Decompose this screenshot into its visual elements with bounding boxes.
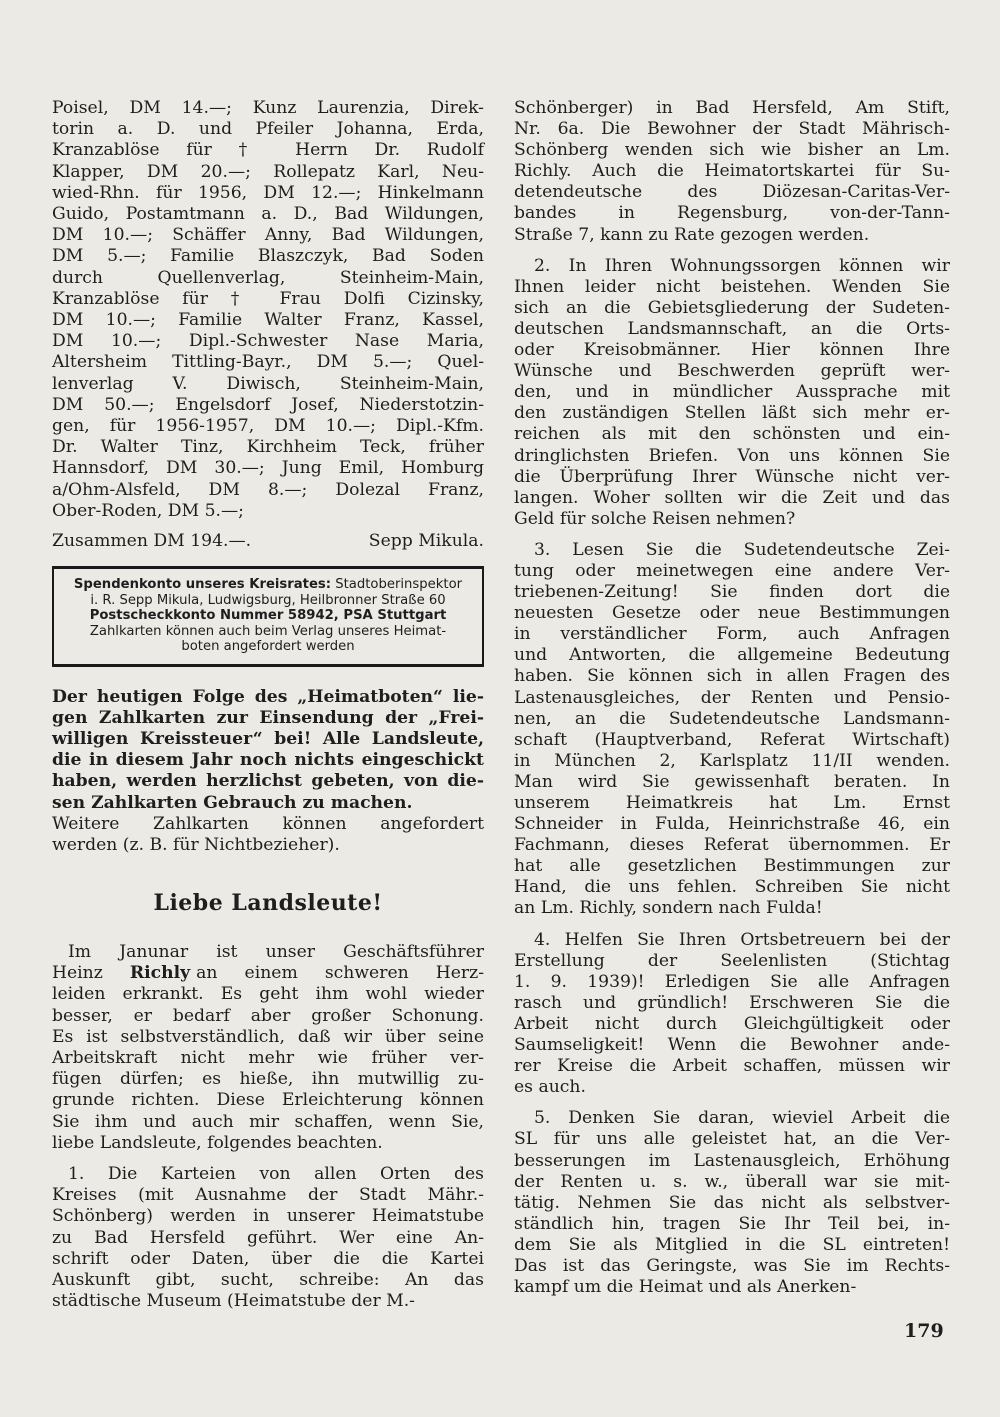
text-line: Saumseligkeit! Wenn die Bewohner ande- bbox=[514, 1035, 950, 1056]
text-line: oder Kreisobmänner. Hier können Ihre bbox=[514, 340, 950, 361]
text-line: Fachmann, dieses Referat übernommen. Er bbox=[514, 835, 950, 856]
text-line: DM 10.—; Dipl.-Schwester Nase Maria, bbox=[52, 331, 484, 352]
text-line: die in diesem Jahr noch nichts eingeschickt bbox=[52, 750, 484, 771]
text-line: schrift oder Daten, über die die Kartei bbox=[52, 1248, 484, 1269]
text-line: besserungen im Lastenausgleich, Erhöhung bbox=[514, 1150, 950, 1171]
text-line: Es ist selbstverständlich, daß wir über seine bbox=[52, 1026, 484, 1047]
text-line: Schönberg wenden sich wie bisher an Lm. bbox=[514, 140, 950, 161]
text-line: ständlich hin, tragen Sie Ihr Teil bei, in- bbox=[514, 1213, 950, 1234]
point-5 bbox=[514, 1108, 950, 1298]
text-line: hat alle gesetzlichen Bestimmungen zur bbox=[514, 856, 950, 877]
intro-paragraph bbox=[52, 942, 484, 1154]
text-line: nen, an die Sudetendeutsche Landsmann- bbox=[514, 708, 950, 729]
paragraph-gap bbox=[514, 530, 950, 540]
text-line: unserem Heimatkreis hat Lm. Ernst bbox=[514, 793, 950, 813]
text-line: Man wird Sie gewissenhaft beraten. In bbox=[514, 771, 950, 792]
text-line: es auch. bbox=[514, 1077, 586, 1098]
page-number: 179 bbox=[904, 1320, 944, 1342]
text-line: werden (z. B. für Nichtbezieher). bbox=[52, 834, 340, 855]
text-line: bandes in Regensburg, von-der-Tann- bbox=[514, 203, 950, 224]
donation-list bbox=[52, 98, 484, 522]
text-line: willigen Kreissteuer“ bei! Alle Landsleute, bbox=[52, 729, 484, 750]
text-line: Lastenausgleiches, der Renten und Pensio- bbox=[514, 687, 950, 708]
text-line: liebe Landsleute, folgendes beachten. bbox=[52, 1132, 383, 1153]
text-line: Weitere Zahlkarten können angefordert bbox=[52, 813, 484, 834]
text-line: Arbeitskraft nicht mehr wie früher ver- bbox=[52, 1048, 484, 1069]
text-line: 4. Helfen Sie Ihren Ortsbetreuern bei der bbox=[534, 929, 950, 950]
text-line: Schneider in Fulda, Heinrichstraße 46, ein bbox=[514, 814, 950, 835]
notice-plain bbox=[52, 814, 484, 856]
text-line: haben. Sie können sich in allen Fragen des bbox=[514, 666, 950, 687]
text-line: in verständlicher Form, auch Anfragen bbox=[514, 624, 950, 645]
text-line: schaft (Hauptverband, Referat Wirtschaft) bbox=[514, 729, 950, 750]
box-line-1-rest: Stadtoberinspektor bbox=[331, 577, 463, 593]
text-line: DM 5.—; Familie Blaszczyk, Bad Soden bbox=[52, 246, 484, 267]
text-line: 1. Die Karteien von allen Orten des bbox=[68, 1164, 484, 1185]
text-line: gen Zahlkarten zur Einsendung der „Frei- bbox=[52, 708, 484, 729]
text-line: durch Quellenverlag, Steinheim-Main, bbox=[52, 267, 484, 288]
text-line: den zuständigen Stellen läßt sich mehr er- bbox=[514, 403, 950, 424]
text-segment: Heinz bbox=[52, 963, 130, 984]
text-line: Hand, die uns fehlen. Schreiben Sie nicht bbox=[514, 877, 950, 898]
text-line: besser, er bedarf aber großer Schonung. bbox=[52, 1005, 484, 1026]
point-1 bbox=[52, 1164, 484, 1312]
text-line: DM 10.—; Familie Walter Franz, Kassel, bbox=[52, 310, 484, 331]
text-line: DM 50.—; Engelsdorf Josef, Niederstotzin- bbox=[52, 394, 484, 415]
highlighted-name: Richly bbox=[129, 963, 191, 984]
text-line: kampf um die Heimat und als Anerken- bbox=[514, 1277, 857, 1298]
text-line: städtische Museum (Heimatstube der M.- bbox=[52, 1291, 415, 1312]
box-line-2: i. R. Sepp Mikula, Ludwigsburg, Heilbronner Straße 60 bbox=[90, 592, 446, 608]
text-line: dringlichsten Briefen. Von uns können Sie bbox=[514, 445, 950, 466]
text-line: Poisel, DM 14.—; Kunz Laurenzia, Direk- bbox=[52, 98, 484, 118]
box-line-1 bbox=[64, 577, 472, 593]
text-line: den, und in mündlicher Aussprache mit bbox=[514, 382, 950, 403]
paragraph-gap bbox=[52, 1154, 484, 1164]
text-line: Richly. Auch die Heimatortskartei für Su- bbox=[514, 161, 950, 182]
paragraph-gap bbox=[514, 1098, 950, 1108]
text-line: tätig. Nehmen Sie das nicht als selbstver- bbox=[514, 1192, 950, 1213]
text-line: Hannsdorf, DM 30.—; Jung Emil, Homburg bbox=[52, 458, 484, 479]
text-line: 5. Denken Sie daran, wieviel Arbeit die bbox=[534, 1108, 950, 1129]
text-line: grunde richten. Diese Erleichterung können bbox=[52, 1090, 484, 1111]
text-line: Kranzablöse für † Herrn Dr. Rudolf bbox=[52, 140, 484, 161]
text-line: Guido, Postamtmann a. D., Bad Wildungen, bbox=[52, 204, 484, 225]
point-4 bbox=[514, 930, 950, 1099]
text-line: neuesten Gesetze oder neue Bestimmungen bbox=[514, 603, 950, 624]
text-line: sen Zahlkarten Gebrauch zu machen. bbox=[52, 792, 413, 813]
text-line: Straße 7, kann zu Rate gezogen werden. bbox=[514, 224, 870, 245]
box-line-4: Zahlkarten können auch beim Verlag unseres Heimat- bbox=[89, 623, 447, 639]
text-line: torin a. D. und Pfeiler Johanna, Erda, bbox=[52, 119, 484, 140]
text-line: haben, werden herzlichst gebeten, von die- bbox=[52, 771, 484, 792]
text-line: Kreises (mit Ausnahme der Stadt Mähr.- bbox=[52, 1185, 484, 1206]
text-line: a/Ohm-Alsfeld, DM 8.—; Dolezal Franz, bbox=[52, 479, 484, 500]
article-heading: Liebe Landsleute! bbox=[153, 890, 383, 916]
text-line: Wünsche und Beschwerden geprüft wer- bbox=[514, 361, 950, 382]
text-line: Nr. 6a. Die Bewohner der Stadt Mährisch- bbox=[514, 119, 950, 140]
box-line-3: Postscheckkonto Nummer 58942, PSA Stuttgart bbox=[89, 608, 447, 624]
text-line: in München 2, Karlsplatz 11/II wenden. bbox=[514, 750, 950, 771]
text-line: reichen als mit den schönsten und ein- bbox=[514, 424, 950, 445]
text-line: Klapper, DM 20.—; Rollepatz Karl, Neu- bbox=[52, 161, 484, 182]
text-line: Schönberger) in Bad Hersfeld, Am Stift, bbox=[514, 98, 950, 118]
text-line: Dr. Walter Tinz, Kirchheim Teck, früher bbox=[52, 437, 484, 458]
text-line: Auskunft gibt, sucht, schreibe: An das bbox=[52, 1270, 484, 1291]
left-column bbox=[52, 98, 484, 1312]
text-line: dem Sie als Mitglied in die SL eintreten! bbox=[514, 1234, 950, 1255]
text-line: sich an die Gebietsgliederung der Sudeten- bbox=[514, 297, 950, 318]
text-line: SL für uns alle geleistet hat, an die Ver- bbox=[514, 1129, 950, 1150]
text-line: 3. Lesen Sie die Sudetendeutsche Zei- bbox=[534, 539, 950, 560]
point-3 bbox=[514, 540, 950, 920]
text-line: Erstellung der Seelenlisten (Stichtag bbox=[514, 950, 950, 971]
text-line: Im Janunar ist unser Geschäftsführer bbox=[68, 942, 484, 962]
text-line: zu Bad Hersfeld geführt. Wer eine An- bbox=[52, 1227, 484, 1248]
donation-account-box bbox=[52, 566, 484, 667]
text-line: gen, für 1956-1957, DM 10.—; Dipl.-Kfm. bbox=[52, 416, 484, 437]
text-line: und Antworten, die allgemeine Bedeutung bbox=[514, 645, 950, 666]
text-line: der Renten u. s. w., überall war sie mit- bbox=[514, 1171, 950, 1192]
text-line: Arbeit nicht durch Gleichgültigkeit oder bbox=[514, 1013, 950, 1034]
paragraph-gap bbox=[514, 920, 950, 930]
text-line: tung oder meinetwegen eine andere Ver- bbox=[514, 560, 950, 581]
right-column bbox=[514, 98, 950, 1298]
signature: Sepp Mikula. bbox=[368, 531, 484, 552]
text-line: Schönberg) werden in unserer Heimatstube bbox=[52, 1206, 484, 1227]
text-line: Geld für solche Reisen nehmen? bbox=[514, 508, 796, 529]
notice-bold bbox=[52, 687, 484, 814]
text-line: langen. Woher sollten wir die Zeit und das bbox=[514, 487, 950, 508]
text-line: Kranzablöse für † Frau Dolfi Cizinsky, bbox=[52, 288, 484, 309]
text-line: Das ist das Geringste, was Sie im Rechts- bbox=[514, 1255, 950, 1276]
text-line: leiden erkrankt. Es geht ihm wohl wieder bbox=[52, 984, 484, 1005]
text-line: Ober-Roden, DM 5.—; bbox=[52, 500, 244, 521]
donation-total-row bbox=[52, 530, 484, 552]
text-line: wied-Rhn. für 1956, DM 12.—; Hinkelmann bbox=[52, 182, 484, 203]
text-line: 1. 9. 1939)! Erledigen Sie alle Anfragen bbox=[514, 971, 950, 992]
text-line: triebenen-Zeitung! Sie finden dort die bbox=[514, 582, 950, 603]
text-line bbox=[52, 963, 484, 984]
text-line: lenverlag V. Diwisch, Steinheim-Main, bbox=[52, 373, 484, 394]
text-line: detendeutsche des Diözesan-Caritas-Ver- bbox=[514, 182, 950, 203]
point-2 bbox=[514, 256, 950, 530]
text-line: DM 10.—; Schäffer Anny, Bad Wildungen, bbox=[52, 225, 484, 246]
text-line: rasch und gründlich! Erschweren Sie die bbox=[514, 992, 950, 1013]
text-line: fügen dürfen; es hieße, ihn mutwillig zu- bbox=[52, 1069, 484, 1090]
text-line: Ihnen leider nicht beistehen. Wenden Sie bbox=[514, 276, 950, 297]
text-line: Altersheim Tittling-Bayr., DM 5.—; Quel- bbox=[52, 352, 484, 373]
box-line-5: boten angefordert werden bbox=[181, 639, 355, 655]
text-line: Sie ihm und auch mir schaffen, wenn Sie, bbox=[52, 1111, 484, 1132]
text-line: Der heutigen Folge des „Heimatboten“ lie- bbox=[52, 687, 484, 708]
point-1-continued bbox=[514, 98, 950, 246]
paragraph-gap bbox=[514, 246, 950, 256]
box-line-1-bold: Spendenkonto unseres Kreisrates: bbox=[73, 577, 332, 593]
text-line: rer Kreise die Arbeit schaffen, müssen wir bbox=[514, 1056, 950, 1077]
text-line: 2. In Ihren Wohnungssorgen können wir bbox=[534, 255, 950, 276]
text-line: an Lm. Richly, sondern nach Fulda! bbox=[514, 898, 823, 919]
text-segment: an einem schweren Herz- bbox=[196, 963, 484, 984]
donation-total: Zusammen DM 194.—. bbox=[52, 531, 252, 552]
text-line: die Überprüfung Ihrer Wünsche nicht ver- bbox=[514, 466, 950, 487]
text-line: deutschen Landsmannschaft, an die Orts- bbox=[514, 318, 950, 339]
